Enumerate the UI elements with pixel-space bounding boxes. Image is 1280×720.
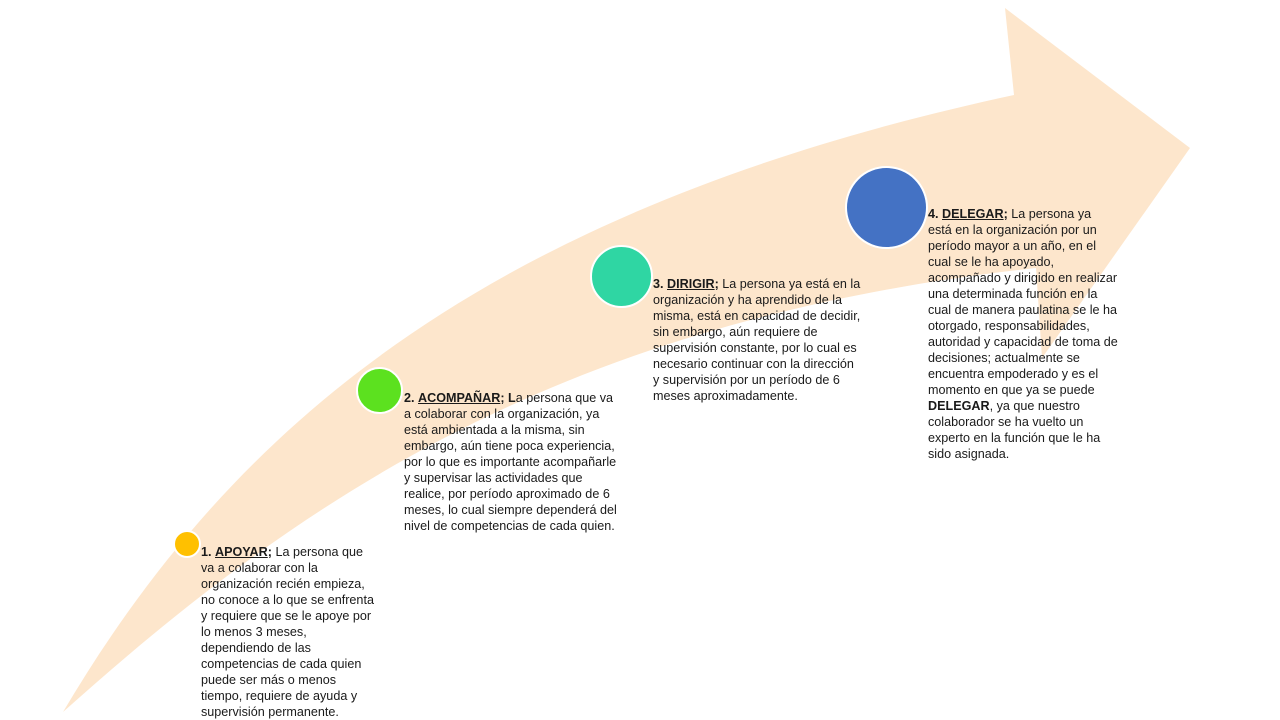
step-1-number: 1. bbox=[201, 545, 212, 559]
step-1-dot bbox=[173, 530, 201, 558]
step-3-dot bbox=[590, 245, 653, 308]
step-2-dot bbox=[356, 367, 403, 414]
step-3-title: DIRIGIR bbox=[667, 277, 715, 291]
step-1-body: La persona que va a colaborar con la organización recién empieza, no conoce a lo que se enfrenta y requiere que se le apoye por lo menos 3 meses, dependiendo de las competencias de cada quien puede ser más o menos tiempo, requiere de ayuda y supervisión permanente. bbox=[201, 545, 374, 719]
step-4-body: La persona ya está en la organización por un período mayor a un año, en el cual se le ha apoyado, acompañado y dirigido en realizar una determinada función en la cual de manera paulatina se le ha otorgado, responsabilidades, autoridad y capacidad de toma de decisiones; actualmente se encuentra empoderado y es el momento en que ya se puede bbox=[928, 207, 1118, 397]
step-1-title: APOYAR bbox=[215, 545, 268, 559]
step-4-number: 4. bbox=[928, 207, 939, 221]
step-3-body: La persona ya está en la organización y ha aprendido de la misma, está en capacidad de decidir, sin embargo, aún requiere de supervisión constante, por lo cual es necesario continuar con la dirección y supervisión por un período de 6 meses aproximadamente. bbox=[653, 277, 861, 403]
step-4-dot bbox=[845, 166, 928, 249]
step-4-title: DELEGAR bbox=[942, 207, 1004, 221]
step-2-semicolon: ; L bbox=[500, 391, 516, 405]
step-3-number: 3. bbox=[653, 277, 664, 291]
step-3-semicolon: ; bbox=[714, 277, 719, 291]
step-1-text bbox=[201, 544, 379, 720]
step-2-text bbox=[404, 390, 620, 534]
step-1-semicolon: ; bbox=[267, 545, 272, 559]
step-4-semicolon: ; bbox=[1003, 207, 1008, 221]
step-2-number: 2. bbox=[404, 391, 415, 405]
step-4-text bbox=[928, 206, 1118, 462]
step-2-title: ACOMPAÑAR bbox=[418, 391, 501, 405]
step-2-body: a persona que va a colaborar con la organización, ya está ambientada a la misma, sin embargo, aún tiene poca experiencia, por lo que es importante acompañarle y supervisar las actividades que realice, por período aproximado de 6 meses, lo cual siempre dependerá del nivel de competencias de cada quien. bbox=[404, 391, 617, 533]
step-4-body-end: , ya que nuestro colaborador se ha vuelto un experto en la función que le ha sido asignada. bbox=[928, 399, 1101, 461]
step-3-text bbox=[653, 276, 863, 404]
step-4-emphasis: DELEGAR bbox=[928, 399, 990, 413]
